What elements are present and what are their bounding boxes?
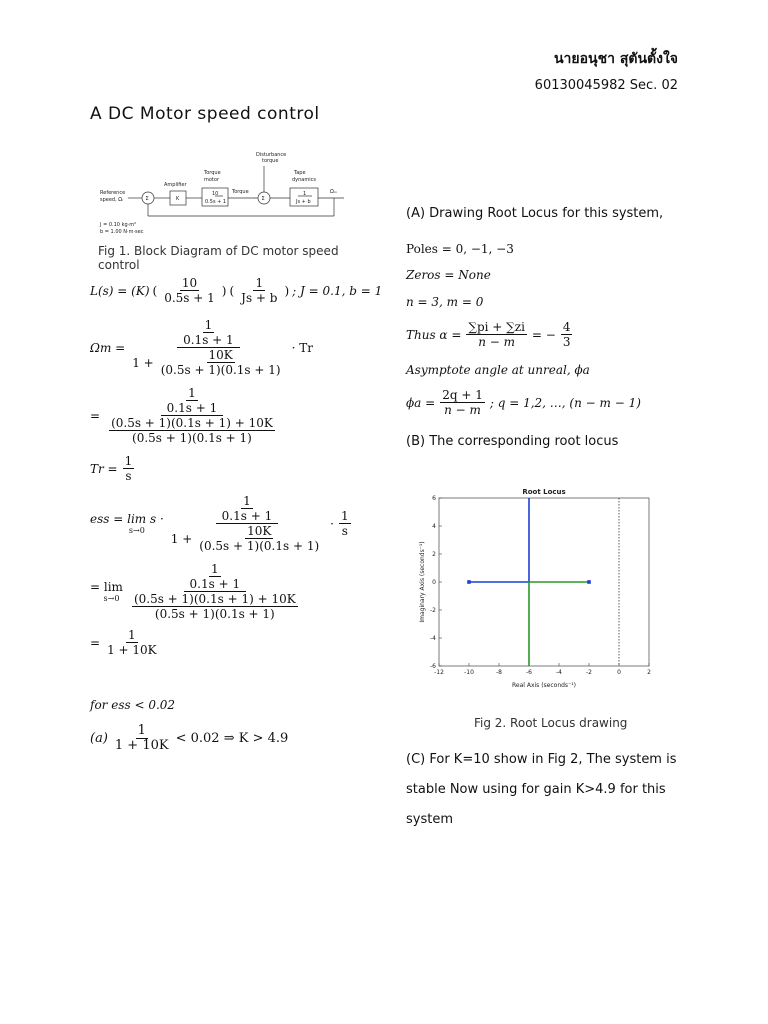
disturbance-label-2: torque xyxy=(262,158,279,164)
page-title: A DC Motor speed control xyxy=(90,104,320,124)
tr-equation xyxy=(90,454,136,483)
eq2-top-num: 1 xyxy=(188,386,196,400)
ess-bot-den: (0.5s + 1)(0.1s + 1) xyxy=(199,539,320,553)
omega-bot-num: 10K xyxy=(208,348,233,362)
nm-text: n = 3, m = 0 xyxy=(406,295,484,309)
l-f1-den: 0.5s + 1 xyxy=(164,291,215,305)
section-c-line-1: (C) For K=10 show in Fig 2, The system is xyxy=(406,752,677,767)
y-tick-label: -4 xyxy=(430,635,436,642)
alpha-den: n − m xyxy=(478,335,516,349)
omega-bot-den: (0.5s + 1)(0.1s + 1) xyxy=(160,363,281,377)
torque-motor-tf-den: 0.5s + 1 xyxy=(205,199,227,205)
loop-transfer-function: L(s) = (K) ( $\frac{10}{0.5s + 1}$ ) ( $\frac{1}{Js + b}$ ) ; J = 0.1, b = 1 xyxy=(90,276,383,305)
omega-suffix: · Tr xyxy=(291,340,313,355)
section-c-line-3: system xyxy=(406,812,453,827)
x-tick-label: -8 xyxy=(496,669,502,676)
l-f2-den: Js + b xyxy=(241,291,278,305)
fig2-caption: Fig 2. Root Locus drawing xyxy=(474,716,628,730)
poles-text: Poles = 0, −1, −3 xyxy=(406,242,514,256)
alpha-res-den: 3 xyxy=(562,335,571,349)
res-lhs: = xyxy=(90,635,101,650)
tape-tf-den: Js + b xyxy=(296,199,311,205)
y-tick-label: -6 xyxy=(430,663,436,670)
lim2-top-den: 0.1s + 1 xyxy=(189,577,241,591)
ess-bot-num: 10K xyxy=(247,524,272,538)
tape-dynamics-label-1: Tape xyxy=(294,170,306,176)
author-name: นายอนุชา สุตันตั้งใจ xyxy=(553,51,678,67)
x-tick-label: -12 xyxy=(434,669,444,676)
phi-num: 2q + 1 xyxy=(442,388,483,402)
student-id: 60130045982 Sec. 02 xyxy=(534,78,678,93)
torque-motor-tf-num: 10 xyxy=(212,191,219,197)
torque-motor-label-1: Torque xyxy=(204,170,221,176)
ess-result xyxy=(90,628,161,657)
ess-bot-prefix: 1 + xyxy=(170,531,193,546)
omega-bot-prefix: 1 + xyxy=(132,355,154,370)
section-b-heading: (B) The corresponding root locus xyxy=(406,434,619,449)
output-label: Ωₘ xyxy=(330,189,337,195)
x-tick-label: -2 xyxy=(586,669,592,676)
lim2-bot-num: (0.5s + 1)(0.1s + 1) + 10K xyxy=(133,592,296,606)
ess-top-num: 1 xyxy=(243,494,251,508)
lim2-lhs: = lim xyxy=(90,580,123,594)
torque-motor-label-2: motor xyxy=(204,177,220,183)
alpha-mid: = − xyxy=(531,327,556,342)
eq2-bot-den: (0.5s + 1)(0.1s + 1) xyxy=(132,431,252,445)
y-tick-label: 2 xyxy=(432,551,436,558)
ess-equation: ess = lim s · s→0 $\frac{1}{0.1s + 1}$ 1 + $\frac{10K}{(0.5s + 1)(0.1s + 1)}$ · $\frac{1}{s}$ xyxy=(90,494,349,553)
phi-lhs: ϕa = xyxy=(406,395,436,410)
section-c-line-2: stable Now using for gain K>4.9 for this xyxy=(406,782,666,797)
reference-label-1: Reference xyxy=(100,190,126,196)
l-params: ; J = 0.1, b = 1 xyxy=(292,283,383,298)
x-tick-label: -6 xyxy=(526,669,532,676)
amplifier-label: Amplifier xyxy=(164,182,187,188)
y-tick-label: -2 xyxy=(430,607,436,614)
chart-title: Root Locus xyxy=(522,488,566,496)
ess-suffix-num: 1 xyxy=(340,509,349,523)
ess-lhs: ess = lim s · xyxy=(90,512,164,526)
phi-rhs: ; q = 1,2, …, (n − m − 1) xyxy=(489,395,641,410)
tr-lhs: Tr = xyxy=(90,461,118,476)
eq2-bot-num: (0.5s + 1)(0.1s + 1) + 10K xyxy=(111,416,273,430)
alpha-num: ∑pi + ∑zi xyxy=(468,320,525,334)
y-tick-label: 6 xyxy=(432,495,436,502)
root-locus-chart xyxy=(412,484,662,694)
tr-num: 1 xyxy=(124,454,133,468)
x-tick-label: -10 xyxy=(464,669,474,676)
l-lhs: L(s) = (K) xyxy=(90,283,150,298)
asymptote-text: Asymptote angle at unreal, ϕa xyxy=(406,363,590,377)
reference-label-2: speed, Ωᵣ xyxy=(100,197,124,203)
ess-suffix-den: s xyxy=(341,524,348,538)
lim2-sub: s→0 xyxy=(103,594,120,603)
y-tick-label: 4 xyxy=(432,523,436,530)
tr-den: s xyxy=(125,469,132,483)
block-diagram xyxy=(98,148,354,238)
param-b: b = 1.00 N·m·sec xyxy=(100,229,144,235)
a-rhs: < 0.02 ⇒ K > 4.9 xyxy=(175,731,289,746)
y-tick-label: 0 xyxy=(432,579,436,586)
amplifier-gain: K xyxy=(176,196,180,202)
ess-lim-sub: s→0 xyxy=(128,526,145,535)
eq2-top-den: 0.1s + 1 xyxy=(166,401,218,415)
x-tick-label: 0 xyxy=(617,669,621,676)
pole-marker xyxy=(467,580,471,584)
limit-equation xyxy=(90,562,304,621)
omega-top-den: 0.1s + 1 xyxy=(183,333,234,347)
lim2-bot-den: (0.5s + 1)(0.1s + 1) xyxy=(154,607,275,621)
l-f1-num: 10 xyxy=(181,276,198,290)
res-num: 1 xyxy=(128,628,136,642)
a-num: 1 xyxy=(137,723,146,738)
tape-dynamics-label-2: dynamics xyxy=(292,177,316,183)
res-den: 1 + 10K xyxy=(107,643,157,657)
zeros-text: Zeros = None xyxy=(406,268,491,282)
alpha-lhs: Thus α = xyxy=(406,327,462,342)
gain-condition xyxy=(90,724,288,753)
chart-ylabel: Imaginary Axis (seconds⁻¹) xyxy=(419,541,426,623)
disturbance-label-1: Disturbance xyxy=(256,152,287,158)
phi-den: n − m xyxy=(444,403,481,417)
x-tick-label: -4 xyxy=(556,669,562,676)
torque-label: Torque xyxy=(232,189,249,195)
param-j: J = 0.10 kg·m² xyxy=(100,222,137,228)
alpha-res-num: 4 xyxy=(562,320,571,334)
l-f2-num: 1 xyxy=(255,276,264,290)
svg-text:Σ: Σ xyxy=(261,196,265,202)
chart-xlabel: Real Axis (seconds⁻¹) xyxy=(512,682,576,689)
a-den: 1 + 10K xyxy=(114,738,169,753)
omega-simplified xyxy=(90,386,281,445)
ess-top-den: 0.1s + 1 xyxy=(221,509,273,523)
alpha-equation xyxy=(406,320,574,349)
omega-lhs: Ωm = xyxy=(90,340,126,355)
eq2-lhs: = xyxy=(90,408,101,423)
x-tick-label: 2 xyxy=(647,669,651,676)
omega-equation xyxy=(90,318,313,377)
section-a-heading: (A) Drawing Root Locus for this system, xyxy=(406,206,664,221)
pole-marker xyxy=(587,580,591,584)
fig1-caption: Fig 1. Block Diagram of DC motor speed control xyxy=(98,244,339,272)
phi-equation xyxy=(406,388,641,417)
omega-top-num: 1 xyxy=(204,318,213,332)
condition-text: for ess < 0.02 xyxy=(90,698,176,712)
tape-tf-num: 1 xyxy=(303,191,307,197)
a-label: (a) xyxy=(90,731,108,746)
lim2-top-num: 1 xyxy=(210,562,219,576)
svg-text:Σ: Σ xyxy=(145,196,149,202)
